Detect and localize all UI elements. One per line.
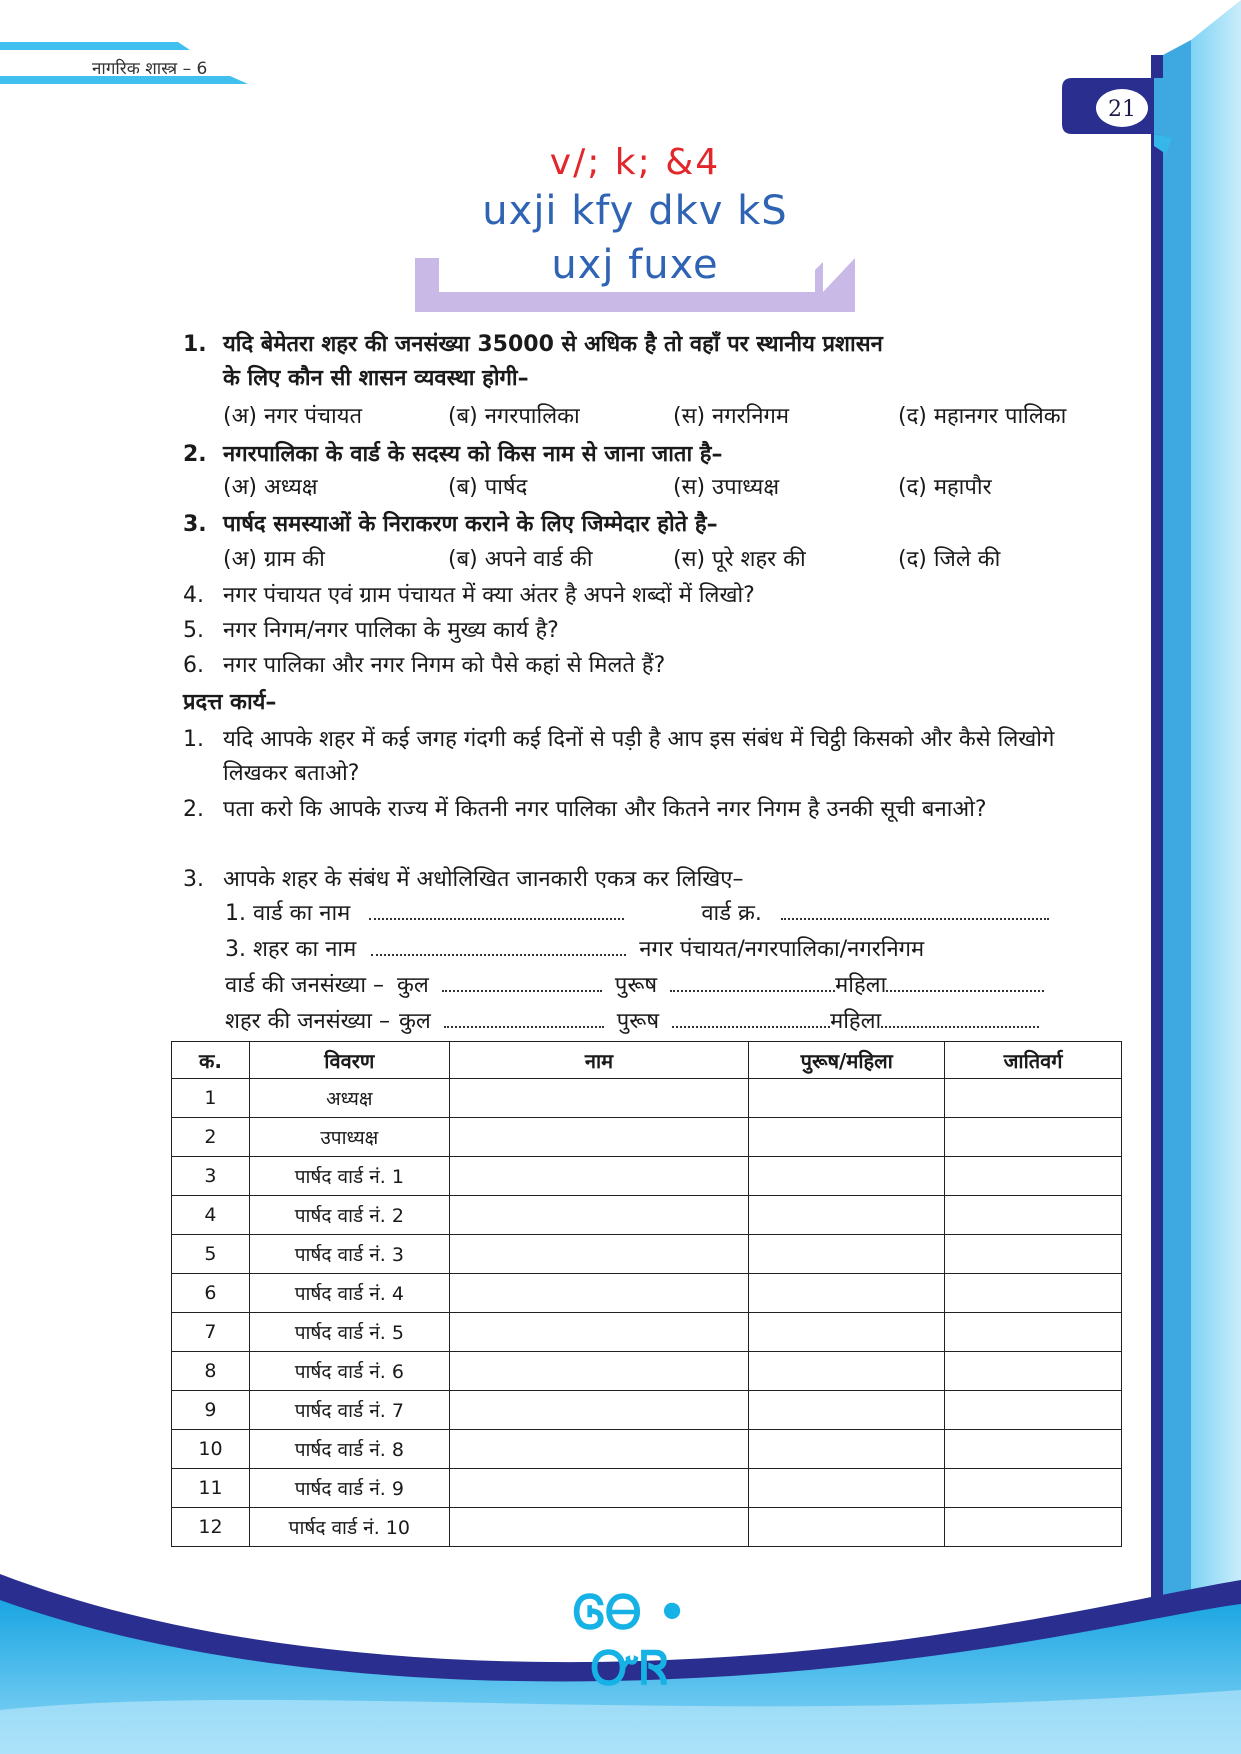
cell-name[interactable] [449, 1274, 749, 1313]
cell-name[interactable] [449, 1079, 749, 1118]
cell-caste[interactable] [945, 1235, 1122, 1274]
form-row-ward-pop: वार्ड की जनसंख्या – कुल पुरूष महिला [225, 971, 1044, 1001]
option: (द) महापौर [898, 475, 992, 500]
fill-line[interactable] [886, 972, 1044, 992]
cell-caste[interactable] [945, 1352, 1122, 1391]
cell-gender[interactable] [749, 1352, 945, 1391]
table-row [172, 1469, 1122, 1508]
side-border [1151, 0, 1241, 1754]
assignment-heading: प्रदत्त कार्य– [183, 690, 277, 715]
cell-description: उपाध्यक्ष [249, 1118, 449, 1157]
table-row [172, 1196, 1122, 1235]
table-header-row [172, 1042, 1122, 1079]
table-row [172, 1118, 1122, 1157]
cell-description: पार्षद वार्ड नं. 3 [249, 1235, 449, 1274]
cell-name[interactable] [449, 1118, 749, 1157]
cell-name[interactable] [449, 1430, 749, 1469]
table-row [172, 1235, 1122, 1274]
cell-caste[interactable] [945, 1274, 1122, 1313]
cell-gender[interactable] [749, 1079, 945, 1118]
assignment-1-text: यदि आपके शहर में कई जगह गंदगी कई दिनों से पड़ी है आप इस संबंध में चिट्ठी किसको और कैसे लिखोगे लिखकर बताओ? [223, 727, 1055, 786]
cell-caste[interactable] [945, 1313, 1122, 1352]
form-row-ward: 1. वार्ड का नाम वार्ड क्र. [225, 899, 1049, 929]
fill-line[interactable] [444, 1008, 604, 1028]
cell-caste[interactable] [945, 1118, 1122, 1157]
table-row [172, 1274, 1122, 1313]
option: (अ) ग्राम की [223, 547, 325, 572]
page-number: 21 [1108, 97, 1136, 122]
cell-description: पार्षद वार्ड नं. 6 [249, 1352, 449, 1391]
question-3: 3. पार्षद समस्याओं के निराकरण कराने के लिए जिम्मेदार होते है– [183, 512, 718, 537]
option: (अ) नगर पंचायत [223, 404, 363, 429]
option: (स) नगरनिगम [673, 404, 790, 429]
option: (ब) अपने वार्ड की [448, 547, 593, 572]
fill-line[interactable] [369, 900, 624, 920]
cell-caste[interactable] [945, 1469, 1122, 1508]
cell-description: पार्षद वार्ड नं. 5 [249, 1313, 449, 1352]
cell-description: पार्षद वार्ड नं. 4 [249, 1274, 449, 1313]
option: (अ) अध्यक्ष [223, 475, 318, 500]
chapter-title-line-1: uxji kfy dkv kS [482, 188, 788, 234]
cell-gender[interactable] [749, 1508, 945, 1547]
fill-line[interactable] [881, 1008, 1039, 1028]
option: (द) महानगर पालिका [898, 404, 1067, 429]
cell-serial: 7 [172, 1313, 250, 1352]
cell-name[interactable] [449, 1469, 749, 1508]
chapter-label: v/; k; &4 [549, 142, 721, 183]
cell-name[interactable] [449, 1196, 749, 1235]
col-header-description: विवरण [249, 1042, 449, 1079]
fill-line[interactable] [781, 900, 1049, 920]
cell-name[interactable] [449, 1313, 749, 1352]
cell-name[interactable] [449, 1508, 749, 1547]
table-row [172, 1430, 1122, 1469]
cell-gender[interactable] [749, 1274, 945, 1313]
fill-line[interactable] [442, 972, 602, 992]
table-row [172, 1079, 1122, 1118]
cell-caste[interactable] [945, 1079, 1122, 1118]
question-2: 2. नगरपालिका के वार्ड के सदस्य को किस नाम से जाना जाता है– [183, 442, 723, 467]
question-4: 4. नगर पंचायत एवं ग्राम पंचायत में क्या अंतर है अपने शब्दों में लिखो? [183, 583, 755, 608]
cell-gender[interactable] [749, 1157, 945, 1196]
chapter-title-line-2: uxj fuxe [551, 242, 719, 288]
cell-gender[interactable] [749, 1430, 945, 1469]
option: (ब) नगरपालिका [448, 404, 580, 429]
cell-gender[interactable] [749, 1235, 945, 1274]
cell-caste[interactable] [945, 1430, 1122, 1469]
cell-name[interactable] [449, 1391, 749, 1430]
option: (स) पूरे शहर की [673, 547, 806, 572]
cell-serial: 4 [172, 1196, 250, 1235]
form-row-city: 3. शहर का नाम नगर पंचायत/नगरपालिका/नगरनिगम [225, 937, 925, 962]
cell-caste[interactable] [945, 1196, 1122, 1235]
cell-serial: 8 [172, 1352, 250, 1391]
question-1: 1. यदि बेमेतरा शहर की जनसंख्या 35000 से अधिक है तो वहाँ पर स्थानीय प्रशासन [183, 332, 883, 357]
cell-gender[interactable] [749, 1313, 945, 1352]
col-header-caste: जातिवर्ग [945, 1042, 1122, 1079]
cell-serial: 12 [172, 1508, 250, 1547]
cell-description: पार्षद वार्ड नं. 7 [249, 1391, 449, 1430]
cell-gender[interactable] [749, 1469, 945, 1508]
cell-gender[interactable] [749, 1391, 945, 1430]
running-head: नागरिक शास्त्र – 6 [92, 59, 208, 79]
cell-description: अध्यक्ष [249, 1079, 449, 1118]
cell-name[interactable] [449, 1235, 749, 1274]
cell-serial: 2 [172, 1118, 250, 1157]
table-row [172, 1352, 1122, 1391]
cell-gender[interactable] [749, 1196, 945, 1235]
council-table [171, 1041, 1122, 1547]
table-row [172, 1157, 1122, 1196]
option: (स) उपाध्यक्ष [673, 475, 780, 500]
question-6: 6. नगर पालिका और नगर निगम को पैसे कहां से मिलते हैं? [183, 653, 666, 678]
table-row [172, 1313, 1122, 1352]
cell-description: पार्षद वार्ड नं. 1 [249, 1157, 449, 1196]
assignment-2-text: पता करो कि आपके राज्य में कितनी नगर पालिका और कितने नगर निगम है उनकी सूची बनाओ? [223, 797, 987, 822]
option: (द) जिले की [898, 547, 1001, 572]
option: (ब) पार्षद [448, 475, 528, 500]
cell-serial: 3 [172, 1157, 250, 1196]
cell-name[interactable] [449, 1157, 749, 1196]
question-1-cont: के लिए कौन सी शासन व्यवस्था होगी– [223, 366, 529, 391]
assignment-3-text: आपके शहर के संबंध में अधोलिखित जानकारी एकत्र कर लिखिए– [223, 867, 744, 892]
col-header-name: नाम [449, 1042, 749, 1079]
question-5: 5. नगर निगम/नगर पालिका के मुख्य कार्य है? [183, 618, 559, 643]
cell-serial: 5 [172, 1235, 250, 1274]
cell-serial: 1 [172, 1079, 250, 1118]
cell-description: पार्षद वार्ड नं. 2 [249, 1196, 449, 1235]
cell-description: पार्षद वार्ड नं. 10 [249, 1508, 449, 1547]
assignment-2-num: 2. [183, 797, 204, 822]
cell-caste[interactable] [945, 1508, 1122, 1547]
cell-serial: 6 [172, 1274, 250, 1313]
form-row-city-pop: शहर की जनसंख्या – कुल पुरूष महिला [225, 1007, 1039, 1037]
col-header-gender: पुरूष/महिला [749, 1042, 945, 1079]
cell-serial: 10 [172, 1430, 250, 1469]
fill-line[interactable] [670, 972, 835, 992]
cell-serial: 11 [172, 1469, 250, 1508]
table-row [172, 1391, 1122, 1430]
cell-serial: 9 [172, 1391, 250, 1430]
cell-name[interactable] [449, 1352, 749, 1391]
cell-gender[interactable] [749, 1118, 945, 1157]
assignment-3-num: 3. [183, 867, 204, 892]
fill-line[interactable] [672, 1008, 830, 1028]
footer-logo: ᎶᎾ • ᏅᏒ [573, 1585, 687, 1695]
cell-caste[interactable] [945, 1391, 1122, 1430]
table-row [172, 1508, 1122, 1547]
cell-description: पार्षद वार्ड नं. 9 [249, 1469, 449, 1508]
cell-caste[interactable] [945, 1157, 1122, 1196]
assignment-1-num: 1. [183, 727, 204, 752]
cell-description: पार्षद वार्ड नं. 8 [249, 1430, 449, 1469]
col-header-serial: क. [172, 1042, 250, 1079]
fill-line[interactable] [371, 936, 626, 956]
